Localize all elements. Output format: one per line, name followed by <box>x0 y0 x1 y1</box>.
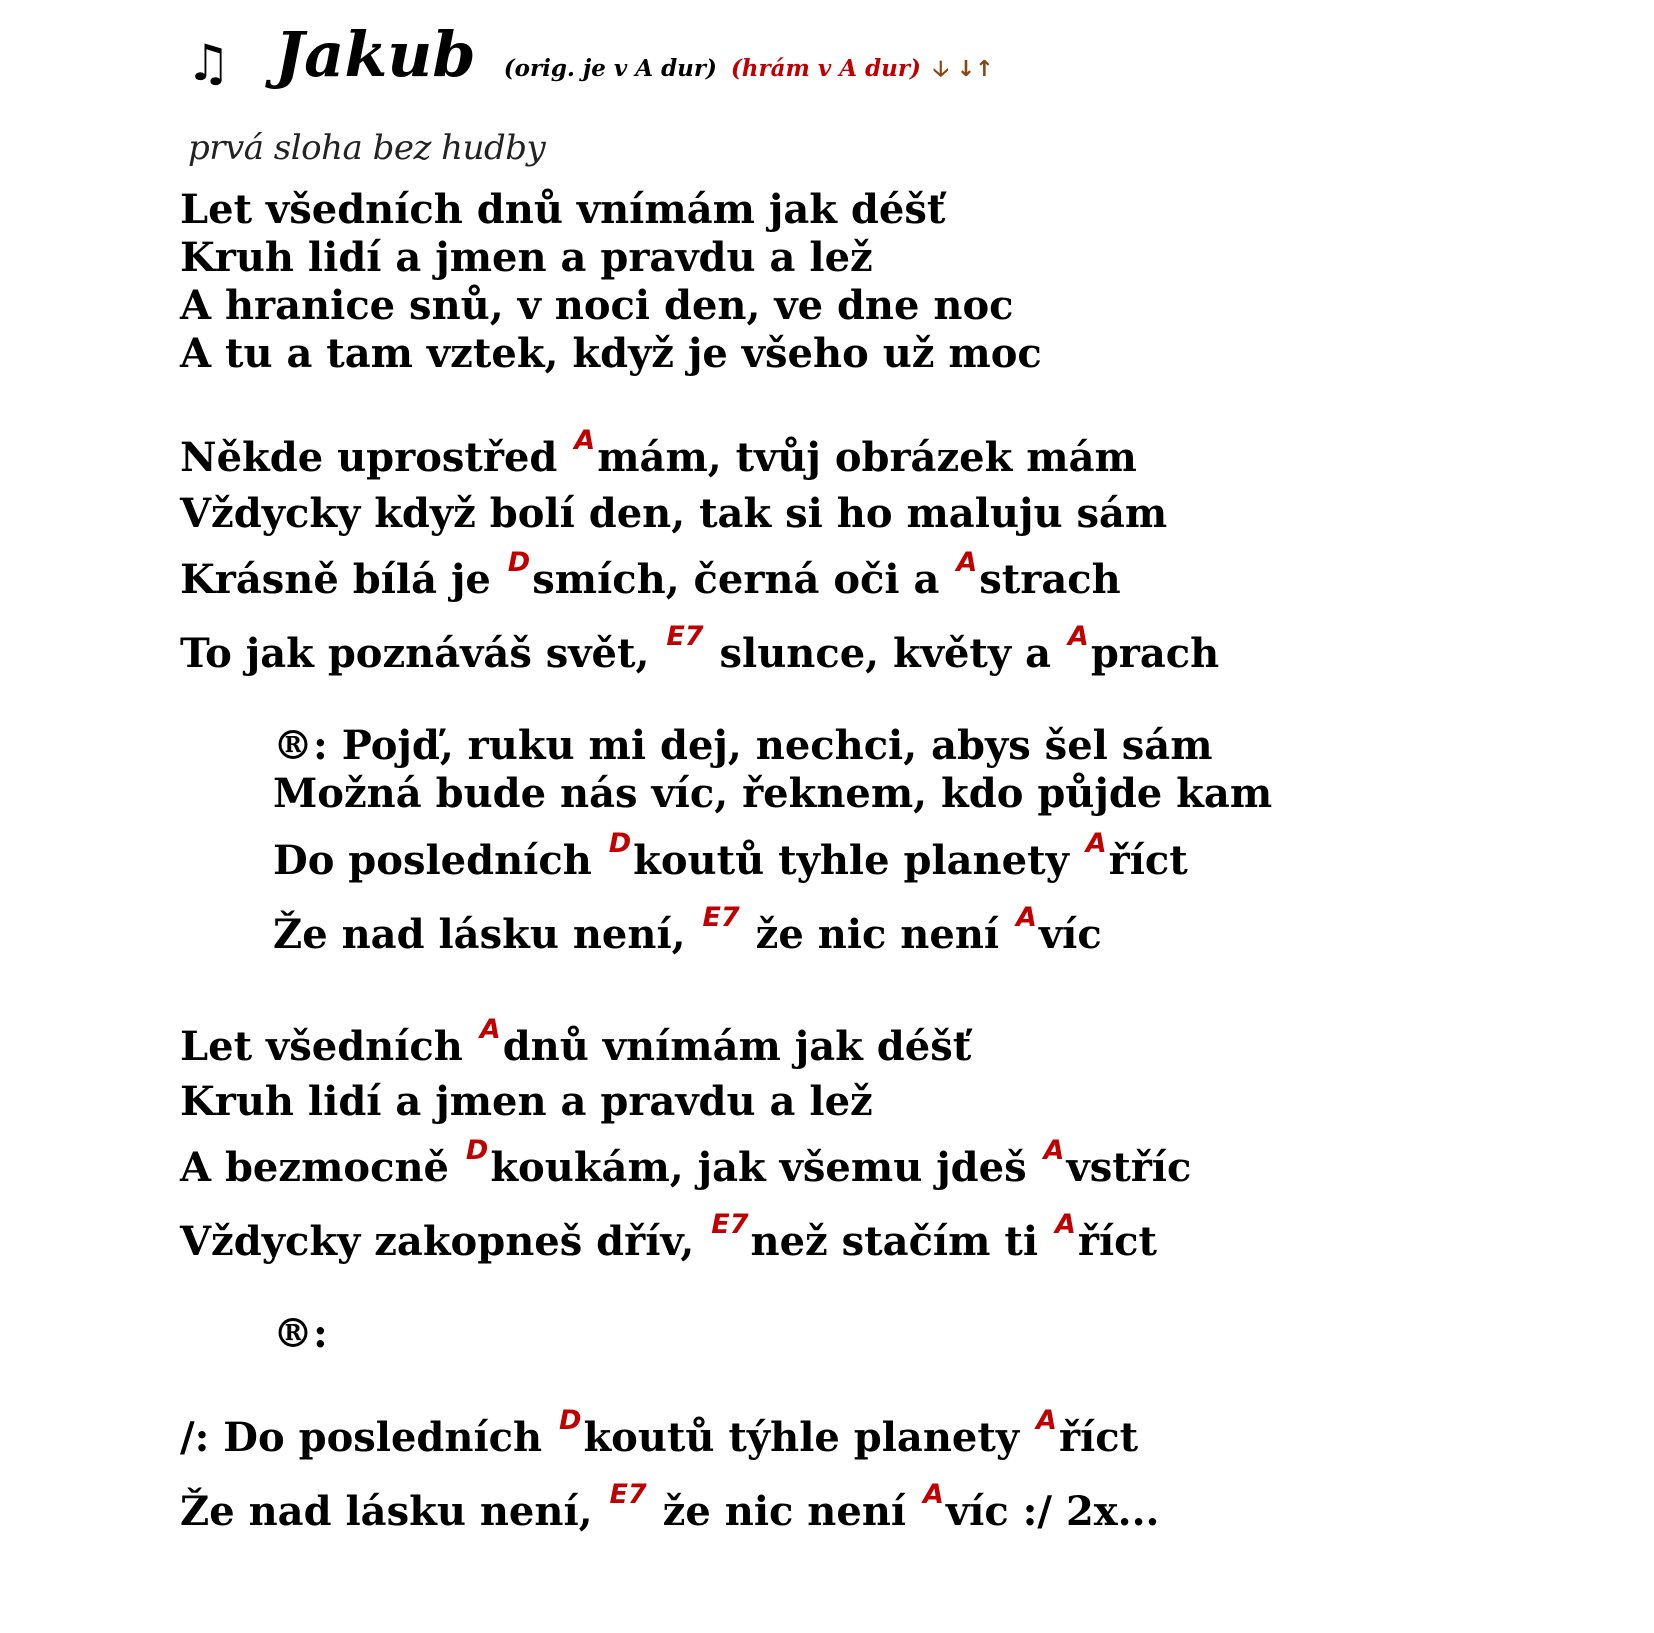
lyric-text: Let všedních <box>180 1023 477 1070</box>
lyric-line: Kruh lidí a jmen a pravdu a lež <box>180 1078 873 1125</box>
ending-line <box>180 1405 1139 1461</box>
lyric-line <box>180 547 1121 603</box>
lyric-text: víc <box>1038 911 1102 958</box>
chord: D <box>507 547 531 578</box>
lyric-line <box>180 621 1220 677</box>
lyric-text: Někde uprostřed <box>180 434 572 481</box>
chord: E7 <box>666 621 704 652</box>
lyric-text: koutů tyhle planety <box>633 837 1083 884</box>
lyric-text: dnů vnímám jak déšť <box>502 1023 972 1070</box>
lyric-text: /: Do posledních <box>180 1414 557 1461</box>
playing-key: (hrám v A dur) <box>730 55 921 82</box>
subtitle-note: prvá sloha bez hudby <box>188 128 546 168</box>
lyric-text: říct <box>1108 837 1188 884</box>
lyric-text: Že nad lásku není, <box>180 1488 607 1535</box>
chord: A <box>479 1014 501 1045</box>
lyric-text: koukám, jak všemu jdeš <box>490 1144 1041 1191</box>
lyric-text: že nic není <box>648 1488 921 1535</box>
lyric-line: A hranice snů, v noci den, ve dne noc <box>180 282 1014 329</box>
chord: D <box>608 828 632 859</box>
chorus-reference: ®: <box>273 1310 328 1357</box>
ending-line <box>180 1479 1160 1535</box>
chord: A <box>1036 1405 1057 1436</box>
transpose-down-icon[interactable]: 🡣 <box>932 57 949 82</box>
chord: A <box>574 425 596 456</box>
lyric-text: Krásně bílá je <box>180 556 505 603</box>
chord: E7 <box>609 1479 647 1510</box>
lyric-text: než stačím ti <box>750 1218 1052 1265</box>
lyric-line: A tu a tam vztek, když je všeho už moc <box>180 330 1042 377</box>
chord: D <box>559 1405 582 1436</box>
music-note-icon: ♫ <box>186 34 231 92</box>
lyric-text: že nic není <box>741 911 1014 958</box>
song-header <box>186 18 1002 91</box>
chord: A <box>1054 1209 1076 1240</box>
chord: A <box>1043 1135 1065 1166</box>
lyric-text: říct <box>1058 1414 1139 1461</box>
original-key: (orig. je v A dur) <box>503 55 717 82</box>
lyric-text: Že nad lásku není, <box>273 911 700 958</box>
lyric-line: Kruh lidí a jmen a pravdu a lež <box>180 234 873 281</box>
chord: E7 <box>702 902 740 933</box>
chorus-line <box>273 902 1102 958</box>
lyric-text: Do posledních <box>273 837 606 884</box>
chorus-line: Možná bude nás víc, řeknem, kdo půjde kam <box>273 770 1273 817</box>
lyric-line: Let všedních dnů vnímám jak déšť <box>180 186 946 233</box>
lyric-line <box>180 1135 1192 1191</box>
lyric-text: koutů týhle planety <box>583 1414 1034 1461</box>
chord: A <box>1085 828 1107 859</box>
chorus-line: ®: Pojď, ruku mi dej, nechci, abys šel sám <box>273 722 1213 769</box>
lyric-text: mám, tvůj obrázek mám <box>597 434 1137 481</box>
lyric-line: Vždycky když bolí den, tak si ho maluju sám <box>180 490 1168 537</box>
lyric-text: strach <box>979 556 1121 603</box>
lyric-text: To jak poznáváš svět, <box>180 630 664 677</box>
lyric-text: vstříc <box>1066 1144 1192 1191</box>
lyric-text: A bezmocně <box>180 1144 463 1191</box>
lyric-text: Vždycky zakopneš dřív, <box>180 1218 709 1265</box>
chord: D <box>465 1135 489 1166</box>
lyric-text: víc :/ 2x... <box>945 1488 1160 1535</box>
lyric-line <box>180 1209 1157 1265</box>
chord: A <box>1016 902 1037 933</box>
lyric-text: prach <box>1090 630 1220 677</box>
lyric-text: smích, černá oči a <box>532 556 954 603</box>
song-title: Jakub <box>274 18 476 91</box>
chord: A <box>923 1479 944 1510</box>
lyric-text: slunce, květy a <box>705 630 1065 677</box>
lyric-line <box>180 425 1137 481</box>
lyric-line <box>180 1014 972 1070</box>
chord: A <box>956 547 978 578</box>
chord: E7 <box>711 1209 749 1240</box>
chord: A <box>1067 621 1089 652</box>
transpose-updown-icon[interactable]: ↓↑ <box>956 57 994 82</box>
lyric-text: říct <box>1077 1218 1157 1265</box>
chorus-line <box>273 828 1188 884</box>
